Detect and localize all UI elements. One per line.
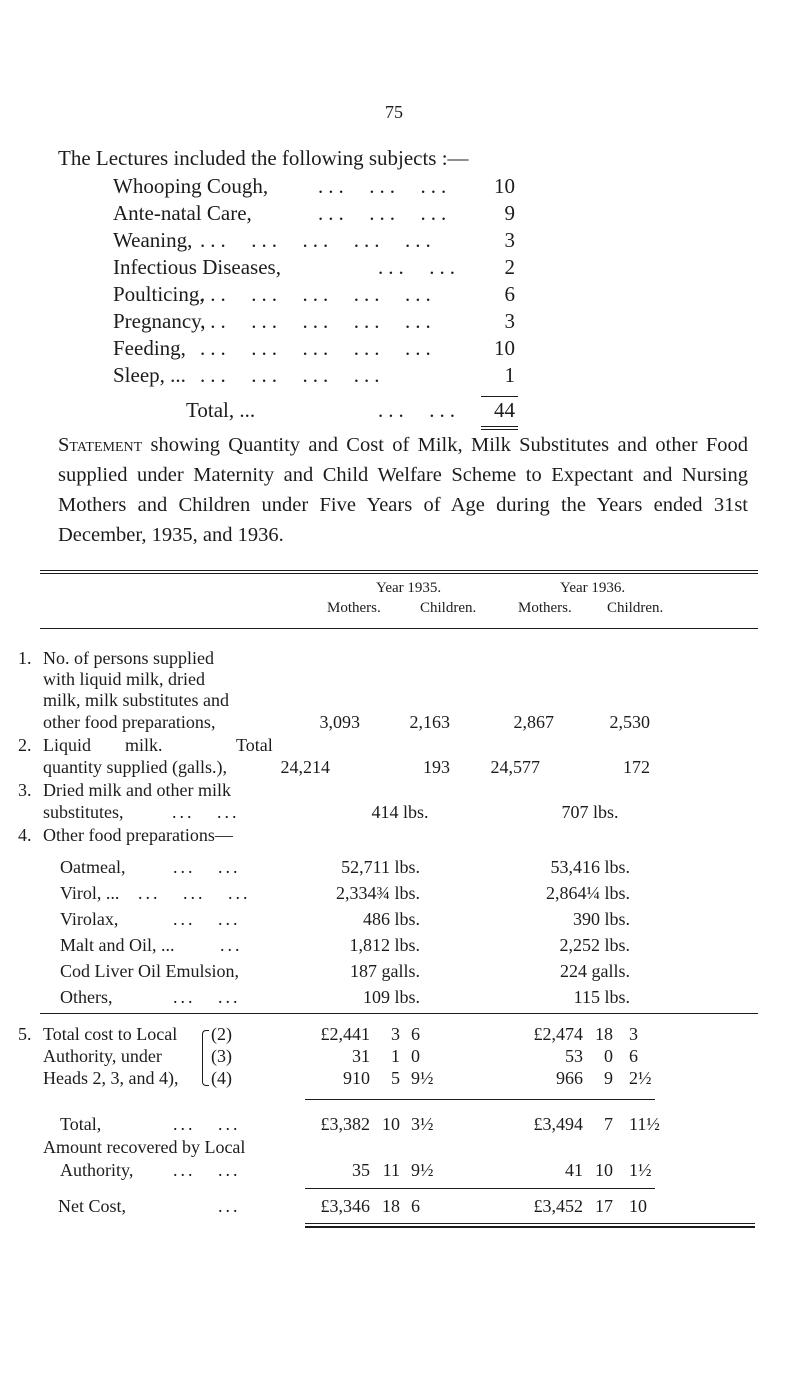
lecture-count: 10	[494, 174, 515, 198]
lecture-subject: Weaning,	[113, 228, 193, 252]
row-label-line: substitutes,	[43, 802, 124, 822]
value-mothers-1935: 24,214	[280, 757, 330, 777]
food-value-1935: 109 lbs.	[362, 987, 420, 1007]
recovered-label-line: Authority,	[60, 1160, 134, 1180]
net-pence-1935: 6	[411, 1196, 420, 1216]
recovered-shillings-1936: 10	[595, 1160, 613, 1180]
net-rule	[305, 1188, 655, 1189]
lectures-total-label: Total, ...	[186, 398, 256, 422]
leader-dots: ... ...	[173, 987, 241, 1007]
lecture-count: 2	[504, 255, 515, 279]
recovered-pounds-1936: 41	[565, 1160, 583, 1180]
money-pence-1935: 6	[411, 1024, 420, 1044]
money-pence-1936: 3	[629, 1024, 638, 1044]
lecture-count: 3	[504, 228, 515, 252]
money-shillings-1936: 0	[604, 1046, 613, 1066]
total-pence-1935: 3½	[411, 1114, 434, 1134]
money-pounds-1936: 966	[556, 1068, 583, 1088]
header-rule	[40, 628, 758, 629]
lectures-total: 44	[494, 398, 515, 422]
statement-text: showing Quantity and Cost of Milk, Milk Substitutes and other Food supplied under Maternity and Child Welfare Scheme to Expectant and Nursing Mothers and Children under Five Years of Age during the Years ended 31st December, 1935, and 1936.	[58, 434, 749, 546]
net-pounds-1935: £3,346	[320, 1196, 370, 1216]
money-shillings-1935: 1	[391, 1046, 400, 1066]
money-shillings-1936: 18	[595, 1024, 613, 1044]
food-value-1936: 2,864¼ lbs.	[545, 883, 630, 903]
recovered-pounds-1935: 35	[352, 1160, 370, 1180]
money-pounds-1936: £2,474	[533, 1024, 583, 1044]
food-item-name: Virol, ...	[60, 883, 120, 903]
money-pounds-1936: 53	[565, 1046, 583, 1066]
money-pounds-1935: £2,441	[320, 1024, 370, 1044]
total-pounds-1936: £3,494	[533, 1114, 583, 1134]
value-children-1936: 2,530	[609, 712, 650, 732]
value-mothers-1936: 24,577	[490, 757, 540, 777]
leader-dots: ... ...	[173, 1160, 241, 1180]
net-shillings-1935: 18	[382, 1196, 400, 1216]
leader-dots: ... ...	[173, 909, 241, 929]
head-number: (3)	[211, 1046, 232, 1066]
leader-dots: ... ... ...	[138, 883, 251, 903]
final-double-rule	[305, 1226, 755, 1228]
lecture-subject: Infectious Diseases,	[113, 255, 281, 279]
lectures-intro: The Lectures included the following subjects :—	[58, 146, 469, 170]
subtotal-rule	[305, 1099, 655, 1100]
net-shillings-1936: 17	[595, 1196, 613, 1216]
recovered-label-line: Amount recovered by Local	[43, 1137, 246, 1157]
food-value-1935: 187 galls.	[350, 961, 420, 981]
row-number: 1.	[18, 648, 32, 668]
food-item-name: Malt and Oil, ...	[60, 935, 175, 955]
row-label-line: No. of persons supplied	[43, 648, 214, 668]
total-pounds-1935: £3,382	[320, 1114, 370, 1134]
row-label-line: milk, milk substitutes and	[43, 690, 230, 710]
row-label-line: other food preparations,	[43, 712, 216, 732]
food-item-name: Cod Liver Oil Emulsion,	[60, 961, 239, 981]
food-value-1935: 2,334¾ lbs.	[335, 883, 420, 903]
net-label: Net Cost,	[58, 1196, 127, 1216]
lecture-count: 1	[504, 363, 515, 387]
leader-dots: ... ...	[378, 255, 460, 279]
final-double-rule	[305, 1223, 755, 1224]
table-top-rule	[40, 573, 758, 574]
sum-rule	[481, 396, 518, 397]
lecture-count: 10	[494, 336, 515, 360]
recovered-pence-1935: 9½	[411, 1160, 434, 1180]
money-pence-1936: 2½	[629, 1068, 652, 1088]
leader-dots: ... ... ... ... ...	[200, 282, 436, 306]
value-children-1935: 2,163	[409, 712, 450, 732]
row-label-word: Liquid	[43, 735, 91, 755]
value-mothers-1935: 3,093	[319, 712, 360, 732]
lecture-count: 6	[504, 282, 515, 306]
food-item-name: Oatmeal,	[60, 857, 126, 877]
total-shillings-1935: 10	[382, 1114, 400, 1134]
leader-dots: ... ... ...	[318, 174, 452, 198]
row-number: 4.	[18, 825, 32, 845]
leader-dots: ... ...	[173, 1114, 241, 1134]
leader-dots: ... ... ... ... ...	[200, 336, 436, 360]
year-1936-header: Year 1936.	[560, 580, 626, 596]
row-label-line: Other food preparations—	[43, 825, 233, 845]
row-label-word: milk.	[125, 735, 163, 755]
value-1935: 414 lbs.	[371, 802, 429, 822]
money-pounds-1935: 31	[352, 1046, 370, 1066]
head-number: (2)	[211, 1024, 232, 1044]
food-value-1935: 486 lbs.	[362, 909, 420, 929]
double-rule	[481, 426, 518, 427]
money-pence-1935: 0	[411, 1046, 420, 1066]
table-top-rule	[40, 570, 758, 571]
leader-dots: ... ... ... ... ...	[200, 228, 436, 252]
food-value-1935: 1,812 lbs.	[349, 935, 420, 955]
total-label: Total,	[60, 1114, 102, 1134]
row-label-line: quantity supplied (galls.),	[43, 757, 227, 777]
net-pence-1936: 10	[629, 1196, 647, 1216]
recovered-shillings-1935: 11	[382, 1160, 400, 1180]
lecture-count: 3	[504, 309, 515, 333]
row-label-line: Total cost to Local	[43, 1024, 178, 1044]
mothers-1935-header: Mothers.	[327, 600, 381, 616]
leader-dots: ... ...	[172, 802, 240, 822]
lecture-subject: Poulticing,	[113, 282, 205, 306]
children-1936-header: Children.	[607, 600, 664, 616]
lecture-subject: Pregnancy,	[113, 309, 206, 333]
food-value-1936: 2,252 lbs.	[559, 935, 630, 955]
value-1936: 707 lbs.	[561, 802, 619, 822]
money-shillings-1935: 3	[391, 1024, 400, 1044]
total-shillings-1936: 7	[604, 1114, 613, 1134]
children-1935-header: Children.	[420, 600, 477, 616]
row-number: 5.	[18, 1024, 32, 1044]
leader-dots: ... ... ...	[318, 201, 452, 225]
food-value-1935: 52,711 lbs.	[341, 857, 420, 877]
money-pounds-1935: 910	[343, 1068, 370, 1088]
curly-brace	[202, 1030, 209, 1086]
leader-dots: ... ... ... ... ...	[200, 309, 436, 333]
statement-lead: Statement	[58, 434, 143, 456]
money-shillings-1936: 9	[604, 1068, 613, 1088]
row-label-line: Dried milk and other milk	[43, 780, 231, 800]
row-label-line: Heads 2, 3, and 4),	[43, 1068, 179, 1088]
value-children-1935: 193	[423, 757, 450, 777]
row-label-line: Authority, under	[43, 1046, 162, 1066]
money-pence-1936: 6	[629, 1046, 638, 1066]
value-children-1936: 172	[623, 757, 650, 777]
section-rule	[40, 1013, 758, 1014]
leader-dots: ... ... ... ...	[200, 363, 385, 387]
money-shillings-1935: 5	[391, 1068, 400, 1088]
recovered-pence-1936: 1½	[629, 1160, 652, 1180]
lecture-subject: Ante-natal Care,	[113, 201, 252, 225]
total-pence-1936: 11½	[629, 1114, 660, 1134]
value-mothers-1936: 2,867	[513, 712, 554, 732]
food-value-1936: 115 lbs.	[573, 987, 630, 1007]
page-number: 75	[385, 102, 403, 122]
lecture-count: 9	[504, 201, 515, 225]
money-pence-1935: 9½	[411, 1068, 434, 1088]
lecture-subject: Sleep, ...	[113, 363, 186, 387]
food-value-1936: 53,416 lbs.	[550, 857, 630, 877]
net-pounds-1936: £3,452	[533, 1196, 583, 1216]
leader-dots: ... ...	[173, 857, 241, 877]
lecture-subject: Whooping Cough,	[113, 174, 269, 198]
row-label-word: Total	[236, 735, 273, 755]
food-value-1936: 224 galls.	[560, 961, 630, 981]
mothers-1936-header: Mothers.	[518, 600, 572, 616]
food-value-1936: 390 lbs.	[572, 909, 630, 929]
row-label-line: with liquid milk, dried	[43, 669, 205, 689]
row-number: 3.	[18, 780, 32, 800]
leader-dots: ...	[218, 1196, 241, 1216]
head-number: (4)	[211, 1068, 232, 1088]
leader-dots: ... ...	[378, 398, 460, 422]
year-1935-header: Year 1935.	[376, 580, 442, 596]
food-item-name: Others,	[60, 987, 113, 1007]
leader-dots: ...	[220, 935, 243, 955]
statement-heading	[58, 430, 748, 550]
food-item-name: Virolax,	[60, 909, 119, 929]
lecture-subject: Feeding,	[113, 336, 186, 360]
row-number: 2.	[18, 735, 32, 755]
